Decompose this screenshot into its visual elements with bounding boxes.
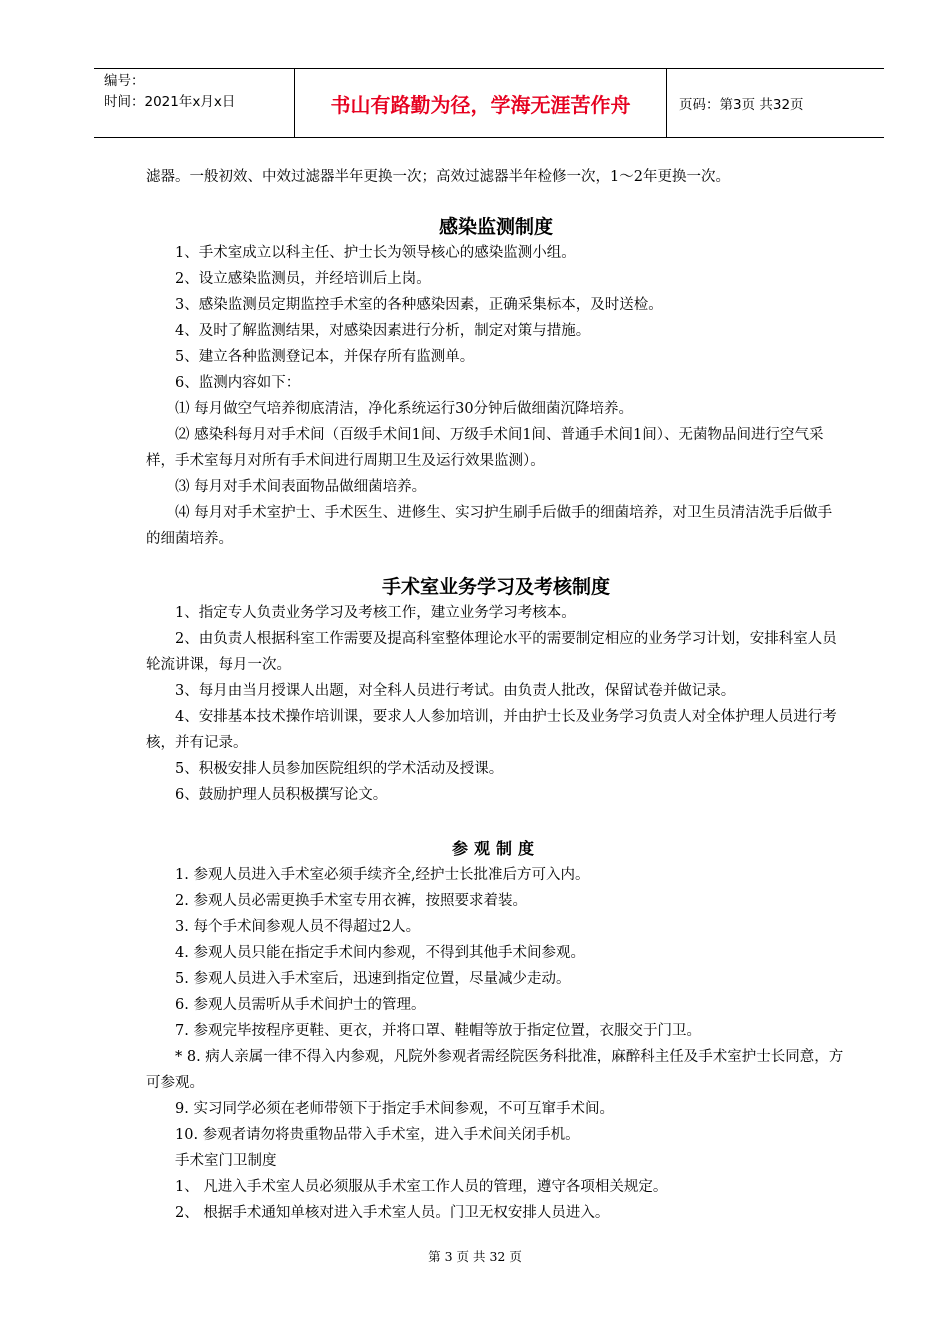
list-item: * 8. 病人亲属一律不得入内参观，凡院外参观者需经院医务科批准，麻醉科主任及手术室护士长同意，方可参观。 bbox=[146, 1049, 844, 1091]
list-item: 3. 每个手术间参观人员不得超过2人。 bbox=[175, 919, 421, 935]
list-item: ⑵ 感染科每月对手术间（百级手术间1间、万级手术间1间、普通手术间1间）、无菌物品间进行空气采样，手术室每月对所有手术间进行周期卫生及运行效果监测）。 bbox=[146, 427, 824, 469]
list-item: 3、感染监测员定期监控手术室的各种感染因素，正确采集标本，及时送检。 bbox=[175, 297, 663, 313]
header-slogan: 书山有路勤为径，学海无涯苦作舟 bbox=[295, 69, 667, 137]
page-footer: 第 3 页 共 32 页 bbox=[428, 1249, 522, 1264]
list-item: 1、 凡进入手术室人员必须服从手术室工作人员的管理，遵守各项相关规定。 bbox=[175, 1179, 668, 1195]
list-item: ⑶ 每月对手术间表面物品做细菌培养。 bbox=[175, 479, 427, 495]
list-item: 5. 参观人员进入手术室后，迅速到指定位置，尽量减少走动。 bbox=[175, 971, 571, 987]
header-page-label: 页码：第3页 共32页 bbox=[679, 97, 804, 113]
header-table bbox=[94, 68, 884, 138]
list-item: ⑴ 每月做空气培养彻底清洁，净化系统运行30分钟后做细菌沉降培养。 bbox=[175, 401, 634, 417]
list-item: 9. 实习同学必须在老师带领下于指定手术间参观，不可互窜手术间。 bbox=[175, 1101, 614, 1117]
list-item: 6、鼓励护理人员积极撰写论文。 bbox=[175, 787, 388, 803]
intro-line: 滤器。一般初效、中效过滤器半年更换一次；高效过滤器半年检修一次，1～2年更换一次。 bbox=[146, 169, 730, 185]
serial-label: 编号： bbox=[104, 73, 145, 89]
section-title-infection-monitoring: 感染监测制度 bbox=[438, 216, 553, 238]
list-item: 10. 参观者请勿将贵重物品带入手术室，进入手术间关闭手机。 bbox=[175, 1127, 580, 1143]
list-item: 1、指定专人负责业务学习及考核工作，建立业务学习考核本。 bbox=[175, 605, 576, 621]
list-item: ⑷ 每月对手术室护士、手术医生、进修生、实习护生刷手后做手的细菌培养，对卫生员清洁洗手后做手的细菌培养。 bbox=[146, 505, 833, 547]
list-item: 5、建立各种监测登记本，并保存所有监测单。 bbox=[175, 349, 475, 365]
section-title-door-rules: 手术室门卫制度 bbox=[175, 1153, 277, 1169]
list-item: 4、及时了解监测结果，对感染因素进行分析，制定对策与措施。 bbox=[175, 323, 591, 339]
list-item: 3、每月由当月授课人出题，对全科人员进行考试。由负责人批改，保留试卷并做记录。 bbox=[175, 683, 736, 699]
section-title-study-assessment: 手术室业务学习及考核制度 bbox=[381, 576, 610, 598]
list-item: 2、由负责人根据科室工作需要及提高科室整体理论水平的需要制定相应的业务学习计划，安排科室人员轮流讲课，每月一次。 bbox=[146, 631, 837, 673]
list-item: 7. 参观完毕按程序更鞋、更衣，并将口罩、鞋帽等放于指定位置，衣服交于门卫。 bbox=[175, 1023, 701, 1039]
header-meta bbox=[94, 69, 295, 137]
list-item: 6、监测内容如下： bbox=[175, 375, 301, 391]
section-title-visit-rules: 参观制度 bbox=[451, 839, 540, 858]
list-item: 4、安排基本技术操作培训课，要求人人参加培训，并由护士长及业务学习负责人对全体护理人员进行考核，并有记录。 bbox=[146, 709, 837, 751]
list-item: 2、设立感染监测员，并经培训后上岗。 bbox=[175, 271, 431, 287]
list-item: 1. 参观人员进入手术室必须手续齐全,经护士长批准后方可入内。 bbox=[175, 867, 590, 883]
list-item: 5、积极安排人员参加医院组织的学术活动及授课。 bbox=[175, 761, 504, 777]
list-item: 2. 参观人员必需更换手术室专用衣裤，按照要求着装。 bbox=[175, 893, 527, 909]
list-item: 2、 根据手术通知单核对进入手术室人员。门卫无权安排人员进入。 bbox=[175, 1205, 610, 1221]
list-item: 1、手术室成立以科主任、护士长为领导核心的感染监测小组。 bbox=[175, 245, 576, 261]
list-item: 4. 参观人员只能在指定手术间内参观，不得到其他手术间参观。 bbox=[175, 945, 585, 961]
document-body bbox=[146, 164, 846, 1226]
time-label: 时间：2021年x月x日 bbox=[104, 94, 236, 110]
list-item: 6. 参观人员需听从手术间护士的管理。 bbox=[175, 997, 426, 1013]
